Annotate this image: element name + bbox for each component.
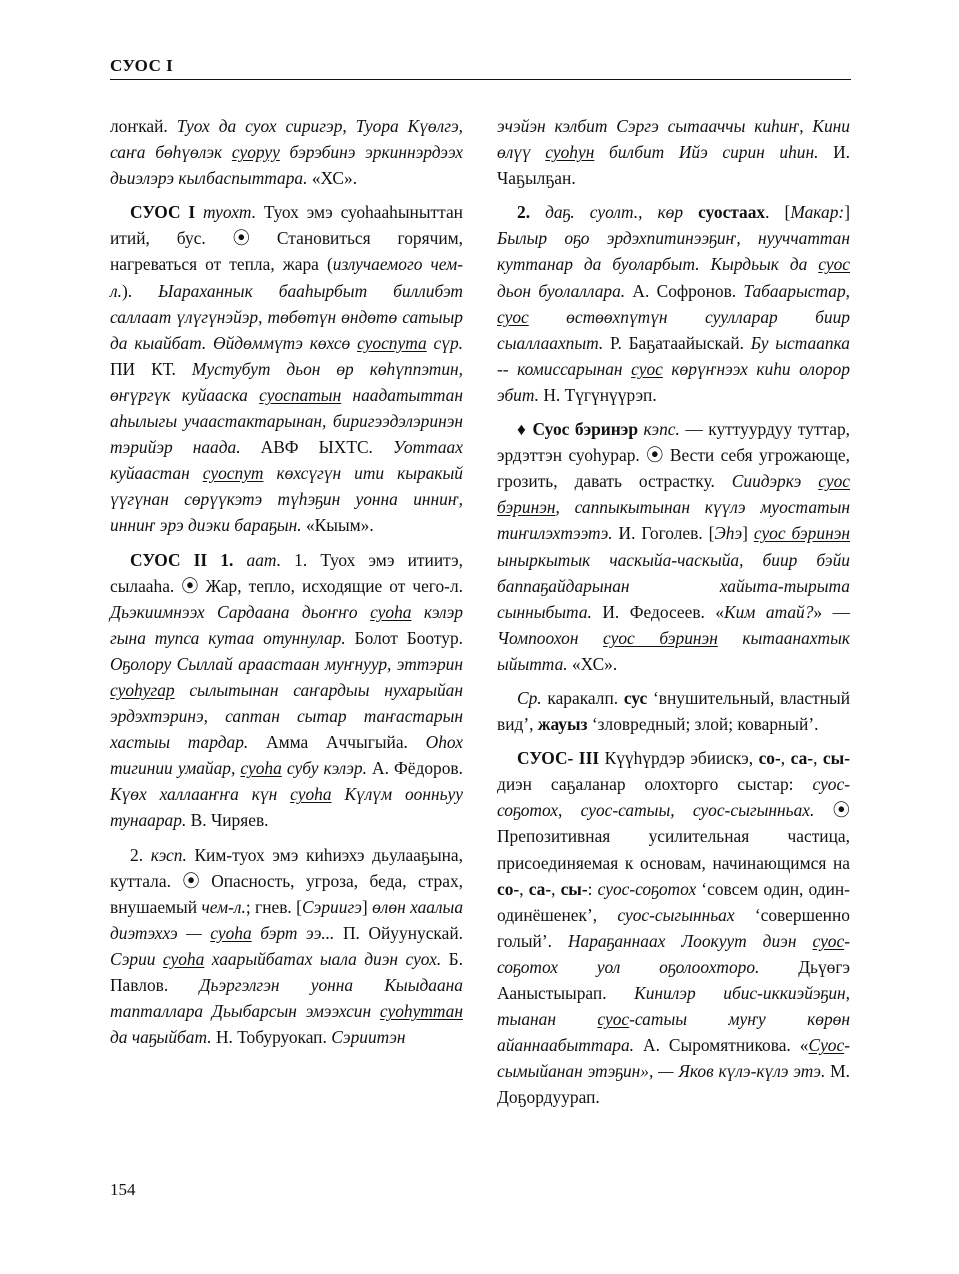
entry-paragraph-suos2-2b — [497, 199, 850, 408]
headword: са- — [790, 748, 814, 769]
plain-text: М. Доҕордуурап. — [497, 1061, 850, 1108]
entry-paragraph-suos1 — [110, 199, 463, 538]
plain-text: «ХС». — [307, 168, 358, 189]
underlined-example-word: суоһа — [210, 922, 252, 943]
italic-text: Ыараханнык бааһырбыт биллибэт саллаат үлүгүнэйэр, төбөтүн өндөтө сатыыр да кыайбат. Өйдөммүтэ көхсө — [110, 280, 463, 353]
plain-text: Күүһүрдэр эбиискэ, — [599, 748, 759, 769]
underlined-example-word: суоспута — [357, 332, 427, 353]
italic-text: наадатыттан аһылыгы учаастактарынан, биригээдэлэринэн тэрийэр наада. — [110, 384, 463, 458]
plain-text: Н. Түгүнүүрэп. — [539, 384, 657, 405]
plain-text: ‘внушительный, властный вид’, — [497, 687, 850, 735]
italic-text: Макар: — [790, 202, 845, 223]
plain-text: Болот Боотур. — [345, 627, 463, 648]
italic-text: туохт. — [195, 202, 257, 223]
plain-text: Дьүөгэ Ааныстыырап. — [497, 956, 850, 1003]
plain-text: — куттуурдуу туттар, эрдэттэн суоһурар. ⦿ Вести себя угрожающе, грозить, давать острастку. — [497, 419, 851, 492]
plain-text: «ХС». — [567, 653, 618, 674]
headword: жауыз — [537, 714, 588, 735]
underlined-example-word: суос — [497, 306, 529, 327]
plain-text: ПИ КТ. — [110, 358, 192, 379]
plain-text: Амма Аччыгыйа. — [248, 732, 426, 753]
right-column — [497, 113, 850, 1118]
italic-text: ыныркытык часкыйа-часкыйа, биир бэйи баппаҕайдарынан хайыта-тырыта сынныбыта. — [497, 549, 850, 622]
plain-text: А. Фёдоров. — [366, 758, 463, 779]
plain-text: Ким-туох эмэ киһиэхэ дьулааҕына, куттала. ⦿ Опасность, угроза, беда, страх, внушаемый — [110, 844, 464, 917]
headword: СУОС I — [130, 202, 196, 223]
italic-text: субу кэлэр. — [281, 758, 367, 779]
italic-text: -сатыы муҥу көрөн айаннаабыттара. — [497, 1009, 850, 1056]
italic-text: да чаҕыйбат. — [110, 1027, 212, 1048]
italic-text: Кинилэр ибис-иккиэйэҕин, тыанан — [497, 983, 850, 1030]
italic-text: бэрэбинэ эркиннэрдээх дьиэлэрэ кылбаспыттара. — [110, 142, 463, 189]
italic-text: хаарыйбатах ыала диэн суох. — [204, 948, 442, 969]
italic-text: , саппыкытынан күүлэ муостатын тиҥилэхтээтэ. — [497, 497, 850, 544]
underlined-example-word: суос — [597, 1009, 630, 1030]
plain-text: , — [813, 748, 823, 769]
underlined-example-word: Суос — [808, 1035, 845, 1056]
headword: СУОС II 1. — [130, 549, 234, 570]
italic-text: -соҕотох уол оҕолоохторо. — [497, 930, 850, 977]
plain-text: ‘совсем один, один-одинёшенек’, — [497, 878, 850, 925]
underlined-example-word: суоһа — [162, 948, 205, 969]
plain-text: ‘зловредный; злой; коварный’. — [587, 714, 819, 735]
italic-text: Сэрии — [110, 948, 163, 969]
plain-text: П. Ойуунускай. — [334, 922, 463, 943]
underlined-example-word: суос — [818, 254, 850, 275]
italic-text: Сиидэркэ — [731, 471, 819, 492]
headword: ♦ Суос бэринэр — [517, 419, 638, 440]
plain-text: , — [519, 878, 529, 899]
headword: сус — [623, 687, 648, 708]
italic-text: даҕ. суолт., көр — [530, 202, 684, 223]
plain-text: : — [587, 878, 598, 899]
headword: сы- — [822, 748, 850, 769]
italic-text: кэсп. — [150, 844, 187, 865]
underlined-example-word: суоһугар — [110, 679, 175, 700]
plain-text: . [ — [765, 202, 791, 223]
plain-text: Р. Баҕатаайыскай. — [603, 332, 751, 353]
underlined-example-word: суос бэринэн — [497, 471, 850, 518]
underlined-example-word: суоспут — [202, 463, 264, 484]
italic-text: Күлүм оонньуу тунаарар. — [110, 784, 463, 831]
plain-text: ; гнев. [ — [245, 896, 302, 917]
italic-text: -сымыйанан этэҕин», — Яков күлэ-күлэ этэ. — [497, 1035, 850, 1082]
underlined-example-word: суос бэринэн — [603, 627, 718, 648]
underlined-example-word: суоспатын — [259, 384, 342, 405]
plain-text: , — [551, 878, 561, 899]
entry-paragraph-suos2 — [110, 547, 463, 834]
italic-text: Эһэ — [714, 523, 743, 544]
entry-paragraph-cont — [110, 113, 463, 191]
plain-text: В. Чиряев. — [186, 810, 269, 831]
italic-text: Дьэргэлгэн уонна Кыыдаана тапталлара Дьыбарсын эмээхсин — [110, 975, 463, 1022]
plain-text: А. Сыромятникова. « — [634, 1035, 809, 1056]
italic-text: сылытынан саҥардыы нухарыйан эрдэхтэринэ, саптан сытар таҥастарын хастыы тардар. — [110, 679, 463, 753]
headword: суостаах — [683, 202, 766, 223]
plain-text: А. Софронов. — [625, 280, 744, 301]
plain-text: АВФ ЫХТС. — [240, 437, 393, 458]
headword: са- — [528, 878, 552, 899]
italic-text: Сэриитэн — [331, 1027, 406, 1048]
italic-text: бэрт ээ... — [251, 922, 335, 943]
plain-text: «Кыым». — [301, 515, 374, 536]
underlined-example-word: суоһуттан — [379, 1001, 463, 1022]
entry-paragraph-cont2 — [497, 113, 850, 191]
entry-paragraph-cf — [497, 685, 850, 737]
italic-text: өстөөхпүтүн суулларар биир сыаллаахпыт. — [497, 306, 850, 353]
plain-text: Н. Тобуруокап. — [211, 1027, 332, 1048]
underlined-example-word: суоһа — [290, 784, 332, 805]
plain-text: ‘совершенно голый’. — [497, 904, 850, 951]
left-column — [110, 113, 463, 1058]
entry-paragraph-suos2-2 — [110, 842, 463, 1051]
italic-text: Былыр оҕо эрдэхпитинээҕиҥ, нууччаттан куттанар да буоларбыт. Кырдьык да — [497, 228, 850, 275]
headword: сы- — [560, 878, 588, 899]
italic-text: суос-соҕотох — [597, 878, 697, 899]
headword: 2. — [517, 202, 531, 223]
underlined-example-word: суоһун — [545, 142, 595, 163]
plain-text: ] — [742, 523, 754, 544]
plain-text: 2. — [130, 844, 151, 865]
plain-text: диэн саҕаланар олохторго сыстар: — [497, 774, 813, 795]
plain-text: ). — [121, 280, 159, 301]
entry-paragraph-idiom — [497, 416, 850, 677]
italic-text: Бу ыстаапка -- комиссарынан — [497, 332, 850, 379]
plain-text: каракалп. — [541, 687, 624, 708]
italic-text: Оһох тигинии умайар, — [110, 732, 463, 779]
plain-text: И. Чаҕылҕан. — [497, 142, 850, 189]
italic-text: Ср. — [517, 687, 542, 708]
italic-text: кэлэр гына тупса кутаа отуннулар. — [110, 601, 463, 648]
italic-text: Оҕолору Сыллай араастаан муҥнуур, эттэрин — [110, 653, 463, 674]
plain-text: 1. Туох эмэ итиитэ, сылааһа. ⦿ Жар, тепло, исходящие от чего-л. — [110, 549, 463, 596]
italic-text: өлөн хаалыа диэтэххэ — — [110, 896, 464, 943]
italic-text: дьон буолаллара. — [497, 280, 626, 301]
italic-text: чем-л. — [201, 896, 246, 917]
underlined-example-word: суос — [631, 358, 663, 379]
plain-text: Б. Павлов. — [110, 948, 463, 995]
italic-text: суос-соҕотох, суос-сатыы, суос-сыгынньах. — [497, 774, 850, 821]
headword: СУОС- III — [517, 748, 600, 769]
italic-text: Күөх халлааҥҥа күн — [110, 784, 291, 805]
entry-paragraph-suos3 — [497, 745, 850, 1110]
plain-text: Туох эмэ суоһааһыныттан итий, бус. ⦿ Становиться горячим, нагреваться от тепла, жара ( — [110, 202, 463, 275]
italic-text: Сэриигэ — [301, 896, 362, 917]
underlined-example-word: суос — [812, 930, 845, 951]
headword: со- — [758, 748, 781, 769]
italic-text: Туох да суох сиригэр, Туора Күөлгэ, саҥа бөһүөлэк — [110, 116, 463, 163]
underlined-example-word: суос бэринэн — [753, 523, 850, 544]
italic-text: көхсүгүн ити кыракый үүгүнан сөрүүкэтэ түһэҕин уонна инниҥ, инниҥ эрэ диэки бараҕын. — [110, 463, 463, 536]
plain-text: » — — [813, 601, 850, 622]
running-head: СУОС I — [110, 56, 174, 75]
italic-text: Дьэкиимнээх Сардаана дьоҥҥо — [110, 601, 371, 622]
plain-text: лоҥкай. — [110, 116, 177, 136]
italic-text: кытаанахтык ыйытта. — [497, 627, 850, 674]
italic-text: аат. — [233, 549, 282, 570]
italic-text: излучаемого чем-л. — [110, 254, 463, 301]
italic-text: Табаарыстар, — [743, 280, 850, 301]
italic-text: эчэйэн кэлбит Сэргэ сытааччы киһиҥ, Кини өлүү — [497, 116, 850, 163]
plain-text: ] — [844, 202, 850, 223]
plain-text: И. Гоголев. [ — [612, 523, 715, 544]
underlined-example-word: суоһа — [370, 601, 412, 622]
underlined-example-word: суоһа — [240, 758, 282, 779]
italic-text: суос-сыгынньах — [617, 904, 735, 925]
italic-text: билбит Ийэ сирин иһин. — [594, 142, 819, 163]
italic-text: Мустубут дьон өр көһүппэтин, өҥүргүк куйааска — [110, 358, 463, 405]
plain-text: , — [780, 748, 791, 769]
italic-text: Нараҕаннаах Лоокуут диэн — [567, 930, 813, 951]
italic-text: Чомпоохон — [497, 627, 604, 648]
header-rule — [110, 79, 851, 80]
underlined-example-word: суоруу — [231, 142, 280, 163]
headword: со- — [497, 878, 520, 899]
page-number: 154 — [110, 1180, 136, 1199]
italic-text: Уоттаах куйаастан — [110, 437, 463, 484]
italic-text: кэпс. — [638, 419, 680, 440]
plain-text: И. Федосеев. « — [591, 601, 725, 622]
italic-text: сүр. — [426, 332, 463, 353]
plain-text: ⦿ Препозитивная усилительная частица, присоединяемая к основам, начинающимся на — [497, 800, 850, 873]
italic-text: Ким атай? — [724, 601, 814, 622]
plain-text: ] — [361, 896, 373, 917]
italic-text: көрүҥнээх киһи олорор эбит. — [497, 358, 850, 405]
